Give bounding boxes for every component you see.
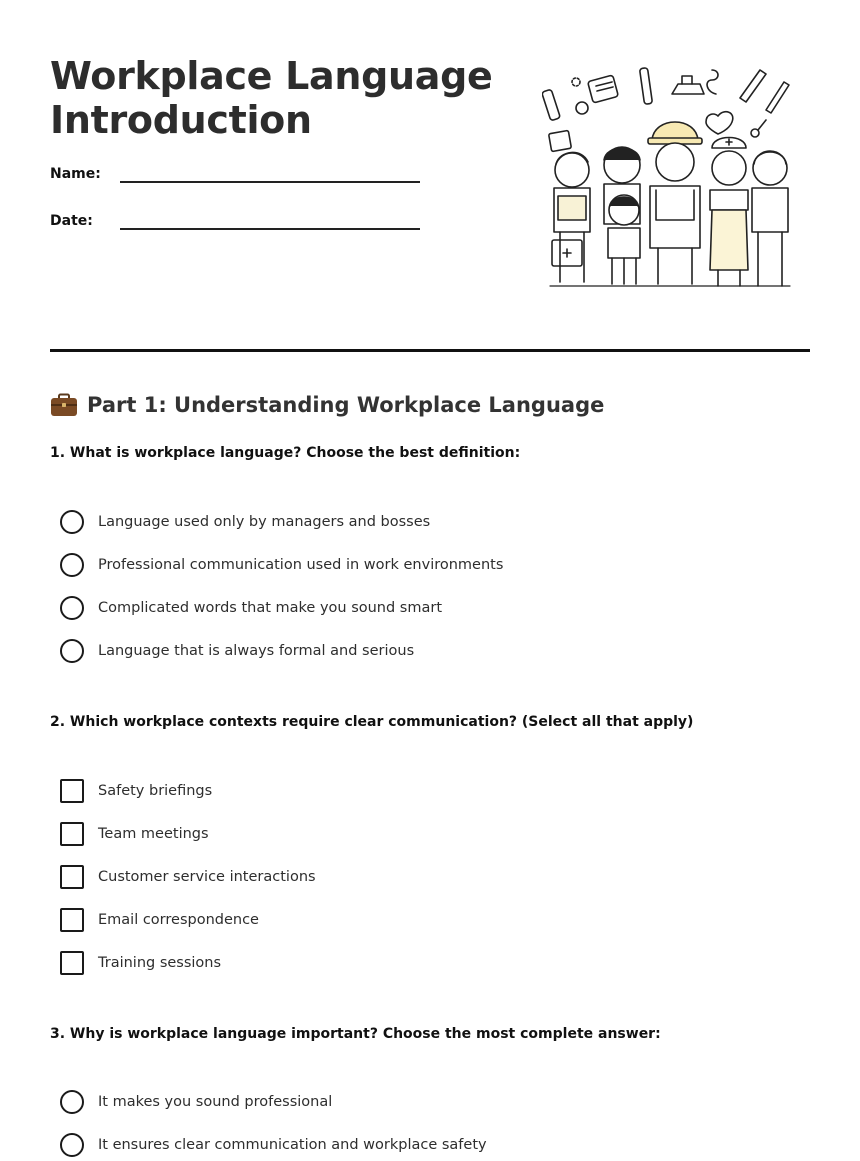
date-line[interactable] — [120, 228, 420, 230]
option-label: Language that is always formal and serious — [98, 643, 415, 659]
radio-button[interactable] — [60, 639, 84, 663]
q2-option-3[interactable] — [60, 864, 316, 890]
header-divider — [50, 349, 810, 352]
radio-button[interactable] — [60, 1090, 84, 1114]
option-label: Professional communication used in work environments — [98, 557, 504, 573]
checkbox[interactable] — [60, 822, 84, 846]
radio-button[interactable] — [60, 1133, 84, 1157]
q2-option-5[interactable] — [60, 950, 221, 976]
question-1: 1. What is workplace language? Choose the best definition: — [50, 445, 521, 461]
q2-option-4[interactable] — [60, 907, 259, 933]
section-title — [50, 390, 604, 420]
q1-option-1[interactable] — [60, 509, 430, 535]
name-line[interactable] — [120, 181, 420, 183]
radio-button[interactable] — [60, 510, 84, 534]
q1-option-4[interactable] — [60, 638, 414, 664]
workers-group-illustration — [542, 60, 802, 296]
q1-option-2[interactable] — [60, 552, 503, 578]
title-line-2: Introduction — [50, 98, 312, 142]
option-label: Safety briefings — [98, 783, 213, 799]
radio-button[interactable] — [60, 596, 84, 620]
date-label: Date: — [50, 213, 93, 229]
q1-option-3[interactable] — [60, 595, 442, 621]
kids-figures — [550, 122, 790, 286]
option-label: Customer service interactions — [98, 869, 316, 885]
q3-option-2[interactable] — [60, 1132, 487, 1158]
option-label: Training sessions — [98, 955, 222, 971]
worksheet-page — [50, 0, 810, 1161]
name-field[interactable] — [50, 166, 430, 190]
section-title-text: Part 1: Understanding Workplace Language — [87, 393, 605, 417]
briefcase-icon — [50, 393, 78, 417]
title-line-1: Workplace Language — [50, 54, 493, 98]
name-label: Name: — [50, 166, 101, 182]
checkbox[interactable] — [60, 779, 84, 803]
q3-option-1[interactable] — [60, 1089, 332, 1115]
checkbox[interactable] — [60, 951, 84, 975]
option-label: Language used only by managers and bosses — [98, 514, 431, 530]
date-field[interactable] — [50, 213, 430, 237]
question-3: 3. Why is workplace language important? Choose the most complete answer: — [50, 1026, 661, 1042]
q2-option-2[interactable] — [60, 821, 209, 847]
q2-option-1[interactable] — [60, 778, 212, 804]
checkbox[interactable] — [60, 865, 84, 889]
option-label: It makes you sound professional — [98, 1094, 333, 1110]
option-label: It ensures clear communication and workplace safety — [98, 1137, 487, 1153]
option-label: Team meetings — [98, 826, 209, 842]
option-label: Email correspondence — [98, 912, 259, 928]
option-label: Complicated words that make you sound smart — [98, 600, 443, 616]
checkbox[interactable] — [60, 908, 84, 932]
radio-button[interactable] — [60, 553, 84, 577]
page-title — [50, 54, 520, 142]
question-2: 2. Which workplace contexts require clear communication? (Select all that apply) — [50, 714, 694, 730]
